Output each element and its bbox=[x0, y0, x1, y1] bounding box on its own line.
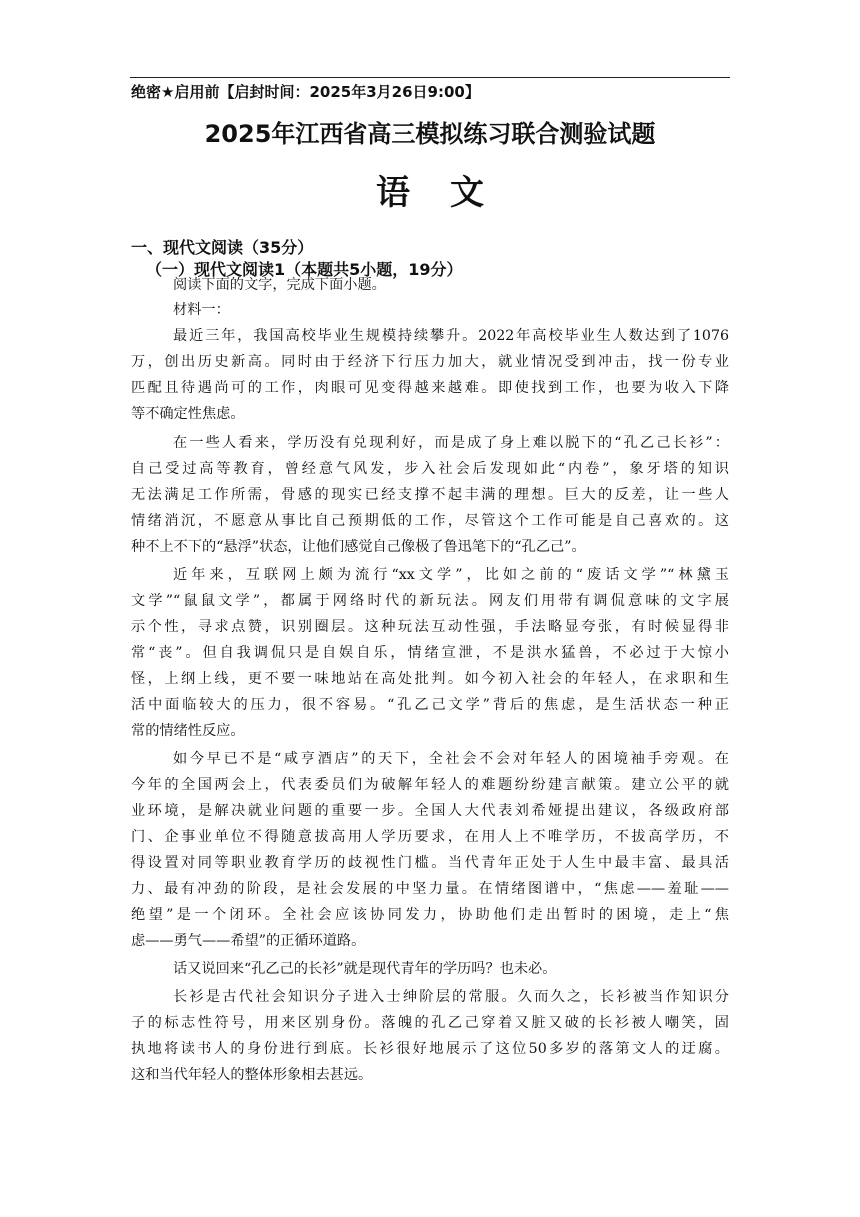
paragraph-line: 执地将读书人的身份进行到底。长衫很好地展示了这位50多岁的落第文人的迂腐。 bbox=[131, 1041, 729, 1057]
confidential-notice: 绝密★启用前【启封时间：2025年3月26日9:00】 bbox=[131, 83, 480, 101]
material-label: 材料一： bbox=[173, 302, 230, 318]
paragraph-line: 匹配且待遇尚可的工作，肉眼可见变得越来越难。即使找到工作，也要为收入下降 bbox=[131, 380, 729, 396]
paragraph-line: 等不确定性焦虑。 bbox=[131, 406, 245, 422]
subsection-heading: （一）现代文阅读1（本题共5小题，19分） bbox=[146, 260, 463, 279]
paragraph-line: 业环境，是解决就业问题的重要一步。全国人大代表刘希娅提出建议，各级政府部 bbox=[131, 803, 729, 819]
paragraph-line: 今年的全国两会上，代表委员们为破解年轻人的难题纷纷建言献策。建立公平的就 bbox=[131, 777, 729, 793]
subject-title: 语文 bbox=[376, 173, 524, 213]
paragraph-line: 常的情绪性反应。 bbox=[131, 723, 245, 739]
paragraph-line: 怪，上纲上线，更不要一味地站在高处批判。如今初入社会的年轻人，在求职和生 bbox=[131, 671, 729, 687]
paragraph-line: 得设置对同等职业教育学历的歧视性门槛。当代青年正处于人生中最丰富、最具活 bbox=[131, 855, 729, 871]
paragraph-line: 活中面临较大的压力，很不容易。“孔乙己文学”背后的焦虑，是生活状态一种正 bbox=[131, 697, 729, 713]
paragraph-line: 在一些人看来，学历没有兑现利好，而是成了身上难以脱下的“孔乙己长衫”： bbox=[173, 435, 729, 451]
paragraph-line: 示个性，寻求点赞，识别圈层。这种玩法互动性强，手法略显夸张，有时候显得非 bbox=[131, 619, 729, 635]
paragraph-line: 情绪消沉，不愿意从事比自己预期低的工作，尽管这个工作可能是自己喜欢的。这 bbox=[131, 513, 729, 529]
section-heading: 一、现代文阅读（35分） bbox=[131, 238, 314, 257]
paragraph-line: 无法满足工作所需，骨感的现实已经支撑不起丰满的理想。巨大的反差，让一些人 bbox=[131, 487, 729, 503]
paragraph-line: 门、企事业单位不得随意拔高用人学历要求，在用人上不唯学历，不拔高学历，不 bbox=[131, 829, 729, 845]
exam-title: 2025年江西省高三模拟练习联合测验试题 bbox=[204, 120, 656, 148]
paragraph-line: 最近三年，我国高校毕业生规模持续攀升。2022年高校毕业生人数达到了1076 bbox=[173, 328, 729, 344]
paragraph-line: 文学”“鼠鼠文学”，都属于网络时代的新玩法。网友们用带有调侃意味的文字展 bbox=[131, 593, 729, 609]
paragraph-line: 长衫是古代社会知识分子进入士绅阶层的常服。久而久之，长衫被当作知识分 bbox=[173, 989, 729, 1005]
paragraph-line: 近年来，互联网上颇为流行“xx文学”，比如之前的“废话文学”“林黛玉 bbox=[173, 567, 729, 583]
paragraph-line: 绝望”是一个闭环。全社会应该协同发力，协助他们走出暂时的困境，走上“焦 bbox=[131, 907, 729, 923]
paragraph-line: 子的标志性符号，用来区别身份。落魄的孔乙己穿着又脏又破的长衫被人嘲笑，固 bbox=[131, 1015, 729, 1031]
paragraph-line: 常“丧”。但自我调侃只是自娱自乐，情绪宣泄，不是洪水猛兽，不必过于大惊小 bbox=[131, 645, 729, 661]
paragraph-line: 话又说回来“孔乙己的长衫”就是现代青年的学历吗？也未必。 bbox=[173, 961, 557, 977]
header-rule bbox=[130, 77, 730, 78]
paragraph-line: 种不上不下的“悬浮”状态，让他们感觉自己像极了鲁迅笔下的“孔乙己”。 bbox=[131, 539, 586, 555]
paragraph-line: 力、最有冲劲的阶段，是社会发展的中坚力量。在情绪图谱中，“焦虑——羞耻—— bbox=[131, 881, 729, 897]
paragraph-line: 这和当代年轻人的整体形象相去甚远。 bbox=[131, 1067, 373, 1083]
paragraph-line: 万，创出历史新高。同时由于经济下行压力加大，就业情况受到冲击，找一份专业 bbox=[131, 354, 729, 370]
paragraph-line: 如今早已不是“咸亨酒店”的天下，全社会不会对年轻人的困境袖手旁观。在 bbox=[173, 751, 729, 767]
paragraph-line: 自己受过高等教育，曾经意气风发，步入社会后发现如此“内卷”，象牙塔的知识 bbox=[131, 461, 729, 477]
instruction-text: 阅读下面的文字，完成下面小题。 bbox=[173, 277, 386, 293]
paragraph-line: 虑——勇气——希望”的正循环道路。 bbox=[131, 933, 366, 949]
